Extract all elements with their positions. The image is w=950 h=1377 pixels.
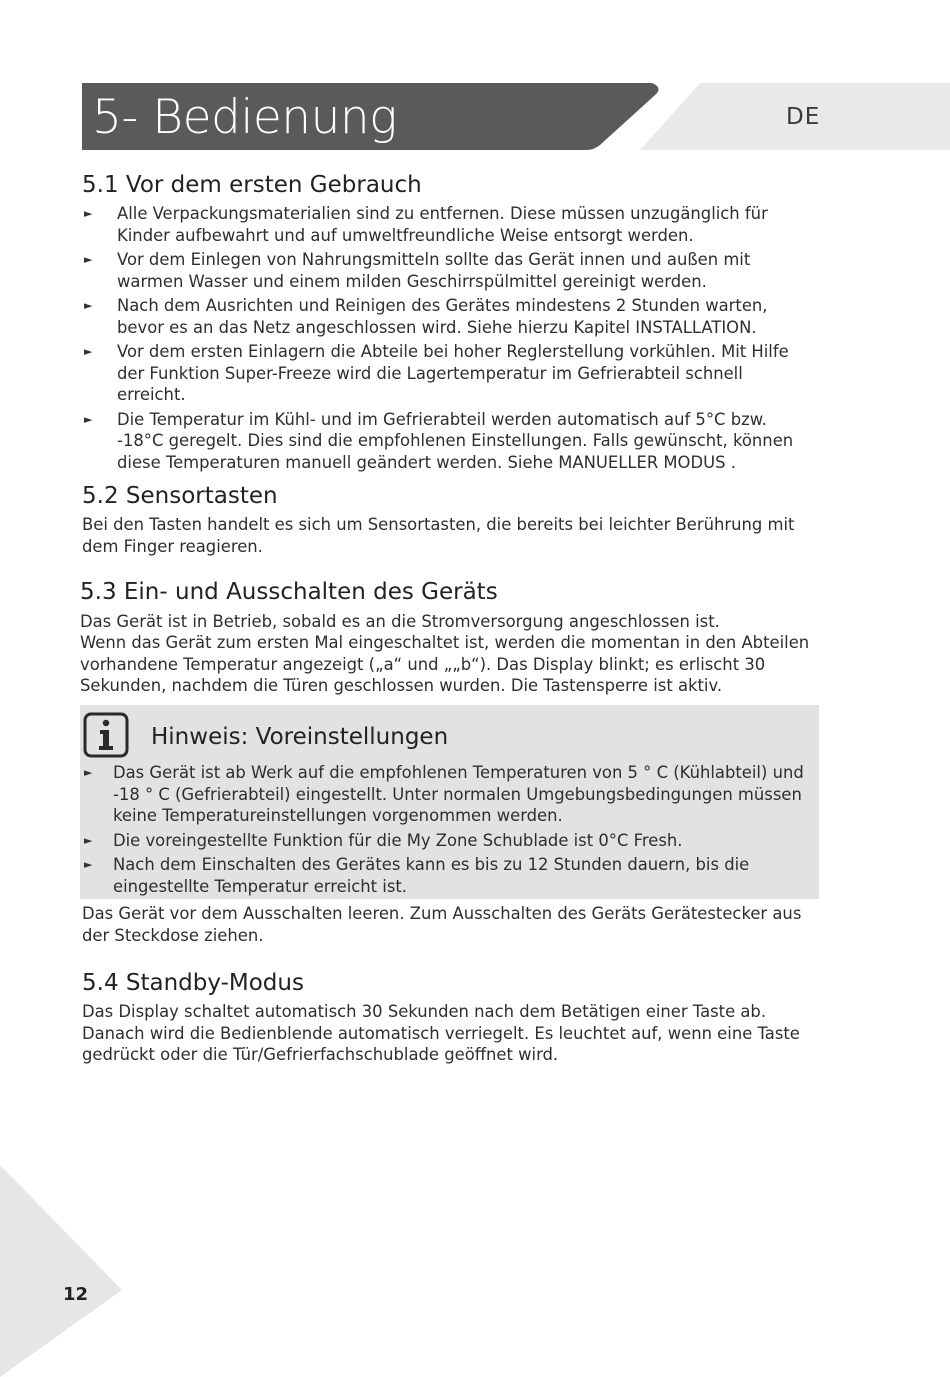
- list-item-text: Das Gerät ist ab Werk auf die empfohlenen Temperaturen von 5 ° C (Kühlabteil) und -18 ° C (Gefrierabteil) eingestellt. Unter normalen Umgebungsbedingungen müssen keine Temperatureinstellungen vorgenommen werden.: [113, 763, 804, 825]
- bullet-marker: ►: [84, 833, 93, 847]
- bullet-marker: ►: [84, 345, 93, 358]
- bullet-marker: ►: [84, 207, 93, 220]
- list-item-text: Die voreingestellte Funktion für die My Zone Schublade ist 0°C Fresh.: [113, 830, 683, 850]
- list-item-text: Nach dem Einschalten des Gerätes kann es bis zu 12 Stunden dauern, bis die eingestellte Temperatur erreicht ist.: [113, 855, 750, 896]
- list-item: [82, 249, 814, 292]
- list-item-text: Nach dem Ausrichten und Reinigen des Gerätes mindestens 2 Stunden warten, bevor es an das Netz angeschlossen wird. Siehe hierzu Kapitel INSTALLATION.: [117, 296, 768, 337]
- section-heading-5-4: 5.4 Standby-Modus: [82, 970, 304, 996]
- bullet-marker: ►: [84, 412, 93, 426]
- paragraph-5-4: Das Display schaltet automatisch 30 Sekunden nach dem Betätigen einer Taste ab. Danach wird die Bedienblende automatisch verriegelt. Es leuchtet auf, wenn eine Taste gedrückt oder die Tür/Gefrierfachschublade geöffnet wird.: [82, 1002, 800, 1064]
- section-heading-5-3: 5.3 Ein- und Ausschalten des Geräts: [80, 579, 498, 605]
- list-item: [82, 341, 814, 406]
- paragraph-5-3-c: Das Gerät vor dem Ausschalten leeren. Zum Ausschalten des Geräts Gerätestecker aus der Steckdose ziehen.: [82, 904, 802, 945]
- list-item: [82, 203, 814, 246]
- paragraph-5-3-a: Das Gerät ist in Betrieb, sobald es an die Stromversorgung angeschlossen ist.: [80, 612, 720, 631]
- list-item: [82, 854, 816, 897]
- corner-shape: [0, 1165, 122, 1377]
- list-item: [82, 295, 814, 338]
- section-heading-5-1: 5.1 Vor dem ersten Gebrauch: [82, 172, 422, 198]
- list-item-text: Alle Verpackungsmaterialien sind zu entfernen. Diese müssen unzugänglich für Kinder aufbewahrt und auf umweltfreundliche Weise entsorgt werden.: [117, 204, 768, 245]
- paragraph-5-2: Bei den Tasten handelt es sich um Sensortasten, die bereits bei leichter Berührung mit dem Finger reagieren.: [82, 515, 795, 556]
- list-item: [82, 762, 816, 827]
- bullet-marker: ►: [84, 766, 93, 779]
- chapter-title: 5- Bedienung: [92, 90, 397, 145]
- bullet-list-note: [82, 762, 816, 900]
- list-item-text: Vor dem ersten Einlagern die Abteile bei hoher Reglerstellung vorkühlen. Mit Hilfe der Funktion Super-Freeze wird die Lagertemperatur im Gefrierabteil schnell erreicht.: [117, 342, 789, 404]
- language-code: DE: [786, 104, 821, 130]
- paragraph-5-3-b: Wenn das Gerät zum ersten Mal eingeschaltet ist, werden die momentan in den Abteilen vorhandene Temperatur angezeigt („a“ und „„b“). Das Display blinkt; es erlischt 30 Sekunden, nachdem die Türen geschlossen wurden. Die Tastensperre ist aktiv.: [80, 633, 810, 695]
- page-number: 12: [63, 1284, 89, 1305]
- info-icon: [83, 712, 129, 758]
- bullet-marker: ►: [84, 858, 93, 871]
- bullet-marker: ►: [84, 253, 93, 266]
- list-item: [82, 409, 814, 474]
- bullet-list-5-1: [82, 203, 814, 476]
- note-title: Hinweis: Voreinstellungen: [151, 724, 449, 750]
- bullet-marker: ►: [84, 299, 93, 312]
- list-item-text: Die Temperatur im Kühl- und im Gefrierabteil werden automatisch auf 5°C bzw. -18°C geregelt. Dies sind die empfohlenen Einstellungen. Falls gewünscht, können diese Temperaturen manuell geändert werden. Siehe MANUELLER MODUS .: [117, 409, 794, 472]
- list-item-text: Vor dem Einlegen von Nahrungsmitteln sollte das Gerät innen und außen mit warmen Wasser und einem milden Geschirrspülmittel gereinigt werden.: [117, 250, 751, 291]
- section-heading-5-2: 5.2 Sensortasten: [82, 483, 278, 509]
- list-item: [82, 830, 816, 852]
